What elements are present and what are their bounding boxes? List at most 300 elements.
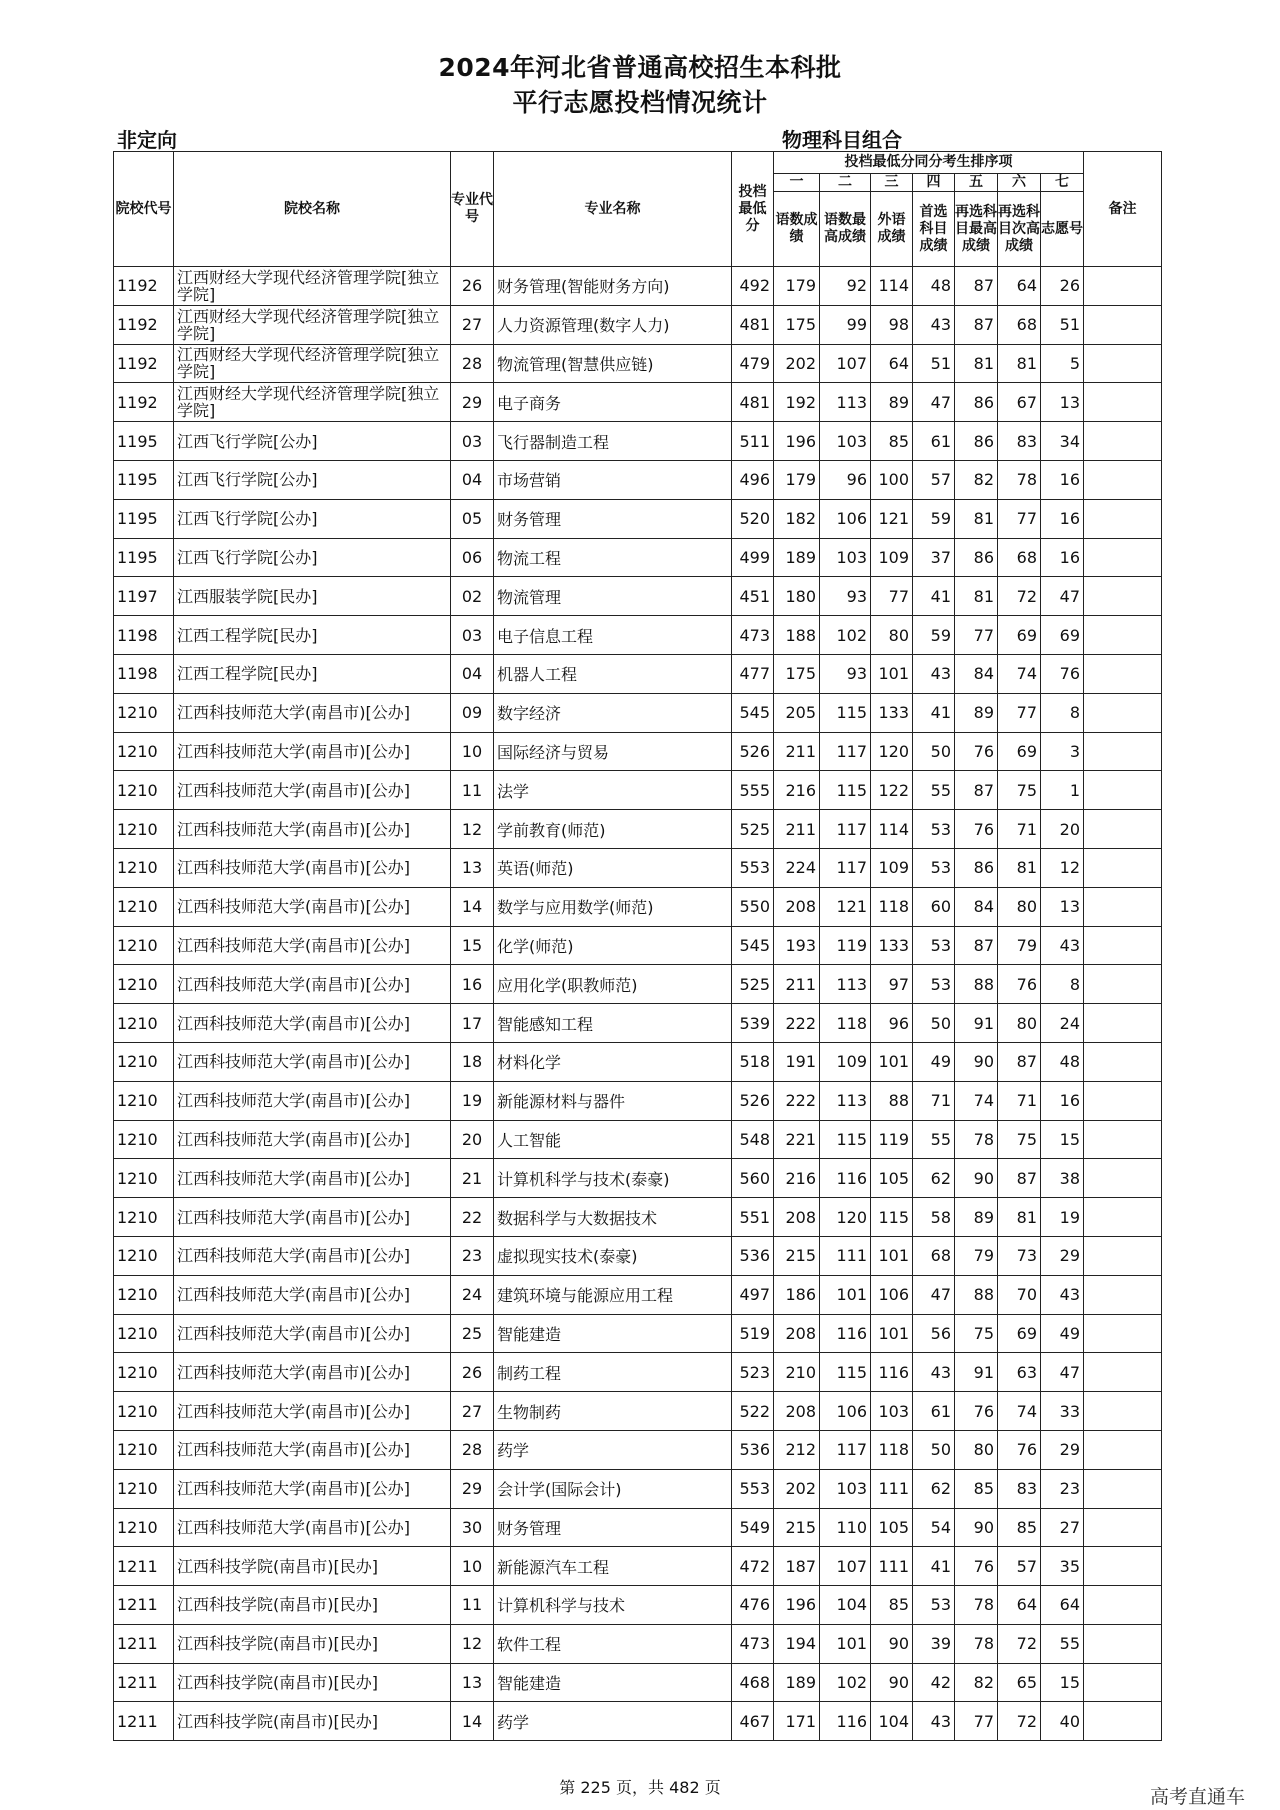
- chinese-math-score: 210: [774, 1353, 820, 1392]
- chinese-math-max-score: 96: [820, 460, 871, 499]
- elective-second-score: 81: [998, 344, 1041, 383]
- school-name: 江西科技师范大学(南昌市)[公办]: [174, 1198, 451, 1237]
- min-score: 526: [732, 732, 774, 771]
- school-code: 1210: [114, 848, 174, 887]
- choice-number: 51: [1041, 305, 1084, 344]
- school-name: 江西科技学院(南昌市)[民办]: [174, 1547, 451, 1586]
- remarks-cell: [1084, 1081, 1162, 1120]
- choice-number: 23: [1041, 1469, 1084, 1508]
- foreign-lang-score: 105: [871, 1508, 913, 1547]
- elective-max-score: 82: [955, 1663, 998, 1702]
- elective-max-score: 81: [955, 344, 998, 383]
- school-name: 江西科技师范大学(南昌市)[公办]: [174, 732, 451, 771]
- school-code: 1210: [114, 1508, 174, 1547]
- min-score: 497: [732, 1275, 774, 1314]
- chinese-math-score: 202: [774, 344, 820, 383]
- first-subject-score: 59: [913, 499, 955, 538]
- major-code: 04: [451, 460, 494, 499]
- major-code: 26: [451, 267, 494, 306]
- major-code: 28: [451, 344, 494, 383]
- elective-second-score: 78: [998, 460, 1041, 499]
- foreign-lang-score: 100: [871, 460, 913, 499]
- chinese-math-max-score: 93: [820, 577, 871, 616]
- chinese-math-max-score: 120: [820, 1198, 871, 1237]
- chinese-math-max-score: 99: [820, 305, 871, 344]
- choice-number: 40: [1041, 1702, 1084, 1741]
- major-code: 28: [451, 1430, 494, 1469]
- min-score: 553: [732, 848, 774, 887]
- school-code: 1210: [114, 693, 174, 732]
- first-subject-score: 49: [913, 1042, 955, 1081]
- major-code: 02: [451, 577, 494, 616]
- foreign-lang-score: 101: [871, 1236, 913, 1275]
- chinese-math-max-score: 101: [820, 1624, 871, 1663]
- first-subject-score: 43: [913, 1702, 955, 1741]
- major-code: 03: [451, 616, 494, 655]
- elective-second-score: 72: [998, 1624, 1041, 1663]
- major-name: 生物制药: [494, 1392, 732, 1431]
- foreign-lang-score: 64: [871, 344, 913, 383]
- first-subject-score: 55: [913, 771, 955, 810]
- major-name: 软件工程: [494, 1624, 732, 1663]
- school-code: 1211: [114, 1547, 174, 1586]
- table-row: [114, 965, 1162, 1004]
- foreign-lang-score: 120: [871, 732, 913, 771]
- school-code: 1210: [114, 1120, 174, 1159]
- elective-max-score: 87: [955, 267, 998, 306]
- chinese-math-max-score: 102: [820, 616, 871, 655]
- foreign-lang-score: 98: [871, 305, 913, 344]
- major-name: 数据科学与大数据技术: [494, 1198, 732, 1237]
- major-name: 电子商务: [494, 383, 732, 422]
- chinese-math-max-score: 109: [820, 1042, 871, 1081]
- school-name: 江西飞行学院[公办]: [174, 499, 451, 538]
- elective-max-score: 85: [955, 1469, 998, 1508]
- elective-second-score: 72: [998, 1702, 1041, 1741]
- chinese-math-score: 208: [774, 887, 820, 926]
- elective-max-score: 74: [955, 1081, 998, 1120]
- table-row: [114, 267, 1162, 306]
- elective-second-score: 74: [998, 654, 1041, 693]
- chinese-math-score: 216: [774, 771, 820, 810]
- remarks-cell: [1084, 460, 1162, 499]
- choice-number: 29: [1041, 1236, 1084, 1275]
- remarks-cell: [1084, 1508, 1162, 1547]
- school-name: 江西科技师范大学(南昌市)[公办]: [174, 965, 451, 1004]
- chinese-math-score: 180: [774, 577, 820, 616]
- elective-second-score: 80: [998, 1004, 1041, 1043]
- school-name: 江西科技学院(南昌市)[民办]: [174, 1702, 451, 1741]
- table-row: [114, 1663, 1162, 1702]
- elective-max-score: 81: [955, 577, 998, 616]
- chinese-math-max-score: 115: [820, 1120, 871, 1159]
- header-order-2: 二: [820, 174, 871, 192]
- elective-second-score: 77: [998, 693, 1041, 732]
- header-chinese-math: 语数成绩: [774, 192, 820, 267]
- first-subject-score: 71: [913, 1081, 955, 1120]
- min-score: 545: [732, 693, 774, 732]
- first-subject-score: 53: [913, 810, 955, 849]
- category-label: 非定向: [117, 128, 177, 152]
- choice-number: 35: [1041, 1547, 1084, 1586]
- chinese-math-max-score: 116: [820, 1159, 871, 1198]
- table-row: [114, 1120, 1162, 1159]
- foreign-lang-score: 88: [871, 1081, 913, 1120]
- chinese-math-max-score: 115: [820, 693, 871, 732]
- header-choice-number: 志愿号: [1041, 192, 1084, 267]
- table-row: [114, 1586, 1162, 1625]
- subject-group-label: 物理科目组合: [782, 128, 902, 152]
- table-row: [114, 577, 1162, 616]
- school-name: 江西科技师范大学(南昌市)[公办]: [174, 771, 451, 810]
- choice-number: 8: [1041, 693, 1084, 732]
- chinese-math-max-score: 117: [820, 810, 871, 849]
- major-name: 物流工程: [494, 538, 732, 577]
- table-row: [114, 1314, 1162, 1353]
- min-score: 539: [732, 1004, 774, 1043]
- foreign-lang-score: 105: [871, 1159, 913, 1198]
- elective-second-score: 65: [998, 1663, 1041, 1702]
- remarks-cell: [1084, 1353, 1162, 1392]
- elective-max-score: 78: [955, 1586, 998, 1625]
- elective-second-score: 83: [998, 422, 1041, 461]
- major-name: 财务管理: [494, 499, 732, 538]
- school-code: 1210: [114, 1236, 174, 1275]
- elective-second-score: 74: [998, 1392, 1041, 1431]
- choice-number: 16: [1041, 1081, 1084, 1120]
- foreign-lang-score: 106: [871, 1275, 913, 1314]
- foreign-lang-score: 118: [871, 1430, 913, 1469]
- foreign-lang-score: 90: [871, 1663, 913, 1702]
- first-subject-score: 43: [913, 654, 955, 693]
- chinese-math-max-score: 117: [820, 732, 871, 771]
- remarks-cell: [1084, 1624, 1162, 1663]
- elective-second-score: 67: [998, 383, 1041, 422]
- elective-second-score: 71: [998, 810, 1041, 849]
- major-name: 法学: [494, 771, 732, 810]
- remarks-cell: [1084, 1314, 1162, 1353]
- major-code: 06: [451, 538, 494, 577]
- header-elective-max: 再选科目最高成绩: [955, 192, 998, 267]
- table-row: [114, 1004, 1162, 1043]
- school-code: 1198: [114, 654, 174, 693]
- first-subject-score: 61: [913, 1392, 955, 1431]
- school-code: 1210: [114, 1159, 174, 1198]
- remarks-cell: [1084, 693, 1162, 732]
- choice-number: 1: [1041, 771, 1084, 810]
- school-name: 江西财经大学现代经济管理学院[独立学院]: [174, 305, 451, 344]
- elective-second-score: 72: [998, 577, 1041, 616]
- table-row: [114, 732, 1162, 771]
- chinese-math-max-score: 113: [820, 1081, 871, 1120]
- major-code: 20: [451, 1120, 494, 1159]
- school-code: 1192: [114, 305, 174, 344]
- foreign-lang-score: 121: [871, 499, 913, 538]
- foreign-lang-score: 133: [871, 693, 913, 732]
- elective-max-score: 91: [955, 1353, 998, 1392]
- chinese-math-max-score: 93: [820, 654, 871, 693]
- school-name: 江西科技师范大学(南昌市)[公办]: [174, 1469, 451, 1508]
- chinese-math-max-score: 107: [820, 344, 871, 383]
- chinese-math-max-score: 92: [820, 267, 871, 306]
- header-school-name: 院校名称: [174, 152, 451, 267]
- first-subject-score: 53: [913, 1586, 955, 1625]
- major-code: 24: [451, 1275, 494, 1314]
- table-body: [114, 267, 1162, 1741]
- choice-number: 24: [1041, 1004, 1084, 1043]
- min-score: 473: [732, 1624, 774, 1663]
- choice-number: 15: [1041, 1120, 1084, 1159]
- remarks-cell: [1084, 1702, 1162, 1741]
- chinese-math-max-score: 113: [820, 383, 871, 422]
- elective-second-score: 75: [998, 1120, 1041, 1159]
- elective-max-score: 90: [955, 1159, 998, 1198]
- choice-number: 16: [1041, 499, 1084, 538]
- school-name: 江西科技师范大学(南昌市)[公办]: [174, 1430, 451, 1469]
- school-code: 1210: [114, 887, 174, 926]
- table-row: [114, 344, 1162, 383]
- remarks-cell: [1084, 538, 1162, 577]
- chinese-math-max-score: 118: [820, 1004, 871, 1043]
- elective-second-score: 81: [998, 1198, 1041, 1237]
- major-name: 财务管理: [494, 1508, 732, 1547]
- major-code: 30: [451, 1508, 494, 1547]
- school-name: 江西飞行学院[公办]: [174, 538, 451, 577]
- major-name: 智能建造: [494, 1663, 732, 1702]
- school-code: 1211: [114, 1663, 174, 1702]
- header-major-name: 专业名称: [494, 152, 732, 267]
- elective-max-score: 81: [955, 499, 998, 538]
- first-subject-score: 37: [913, 538, 955, 577]
- choice-number: 16: [1041, 538, 1084, 577]
- major-name: 学前教育(师范): [494, 810, 732, 849]
- first-subject-score: 43: [913, 1353, 955, 1392]
- table-row: [114, 383, 1162, 422]
- page-number: 第 225 页，共 482 页: [559, 1778, 721, 1797]
- elective-second-score: 57: [998, 1547, 1041, 1586]
- choice-number: 47: [1041, 577, 1084, 616]
- header-min-score: 投档最低分: [732, 152, 774, 267]
- min-score: 549: [732, 1508, 774, 1547]
- school-code: 1195: [114, 499, 174, 538]
- elective-max-score: 90: [955, 1042, 998, 1081]
- major-code: 14: [451, 887, 494, 926]
- major-code: 12: [451, 1624, 494, 1663]
- min-score: 476: [732, 1586, 774, 1625]
- min-score: 472: [732, 1547, 774, 1586]
- foreign-lang-score: 122: [871, 771, 913, 810]
- major-code: 15: [451, 926, 494, 965]
- header-remarks: 备注: [1084, 152, 1162, 267]
- min-score: 511: [732, 422, 774, 461]
- chinese-math-score: 208: [774, 1392, 820, 1431]
- chinese-math-score: 186: [774, 1275, 820, 1314]
- min-score: 560: [732, 1159, 774, 1198]
- elective-max-score: 88: [955, 1275, 998, 1314]
- school-code: 1210: [114, 1198, 174, 1237]
- first-subject-score: 43: [913, 305, 955, 344]
- school-name: 江西飞行学院[公办]: [174, 422, 451, 461]
- first-subject-score: 59: [913, 616, 955, 655]
- first-subject-score: 54: [913, 1508, 955, 1547]
- elective-max-score: 86: [955, 422, 998, 461]
- major-code: 29: [451, 1469, 494, 1508]
- remarks-cell: [1084, 1469, 1162, 1508]
- chinese-math-max-score: 102: [820, 1663, 871, 1702]
- major-code: 16: [451, 965, 494, 1004]
- first-subject-score: 55: [913, 1120, 955, 1159]
- elective-second-score: 63: [998, 1353, 1041, 1392]
- remarks-cell: [1084, 577, 1162, 616]
- chinese-math-max-score: 106: [820, 499, 871, 538]
- school-name: 江西飞行学院[公办]: [174, 460, 451, 499]
- min-score: 467: [732, 1702, 774, 1741]
- header-order-5: 五: [955, 174, 998, 192]
- school-code: 1210: [114, 965, 174, 1004]
- elective-max-score: 79: [955, 1236, 998, 1275]
- school-name: 江西科技师范大学(南昌市)[公办]: [174, 1275, 451, 1314]
- table-row: [114, 1198, 1162, 1237]
- remarks-cell: [1084, 1004, 1162, 1043]
- foreign-lang-score: 115: [871, 1198, 913, 1237]
- school-code: 1210: [114, 1353, 174, 1392]
- elective-max-score: 76: [955, 1392, 998, 1431]
- first-subject-score: 39: [913, 1624, 955, 1663]
- first-subject-score: 41: [913, 693, 955, 732]
- table-row: [114, 1081, 1162, 1120]
- major-name: 材料化学: [494, 1042, 732, 1081]
- major-code: 29: [451, 383, 494, 422]
- major-code: 25: [451, 1314, 494, 1353]
- remarks-cell: [1084, 1236, 1162, 1275]
- chinese-math-score: 216: [774, 1159, 820, 1198]
- first-subject-score: 56: [913, 1314, 955, 1353]
- choice-number: 13: [1041, 887, 1084, 926]
- major-name: 药学: [494, 1702, 732, 1741]
- school-code: 1211: [114, 1702, 174, 1741]
- major-code: 17: [451, 1004, 494, 1043]
- school-code: 1211: [114, 1624, 174, 1663]
- chinese-math-max-score: 113: [820, 965, 871, 1004]
- major-code: 23: [451, 1236, 494, 1275]
- chinese-math-score: 193: [774, 926, 820, 965]
- first-subject-score: 50: [913, 732, 955, 771]
- choice-number: 19: [1041, 1198, 1084, 1237]
- header-order-3: 三: [871, 174, 913, 192]
- chinese-math-score: 179: [774, 460, 820, 499]
- chinese-math-max-score: 117: [820, 1430, 871, 1469]
- foreign-lang-score: 133: [871, 926, 913, 965]
- major-code: 10: [451, 1547, 494, 1586]
- chinese-math-max-score: 116: [820, 1702, 871, 1741]
- remarks-cell: [1084, 1430, 1162, 1469]
- chinese-math-score: 224: [774, 848, 820, 887]
- elective-max-score: 80: [955, 1430, 998, 1469]
- remarks-cell: [1084, 1198, 1162, 1237]
- chinese-math-score: 215: [774, 1508, 820, 1547]
- chinese-math-score: 189: [774, 1663, 820, 1702]
- remarks-cell: [1084, 887, 1162, 926]
- header-major-code: 专业代号: [451, 152, 494, 267]
- school-name: 江西科技师范大学(南昌市)[公办]: [174, 810, 451, 849]
- major-name: 计算机科学与技术(泰豪): [494, 1159, 732, 1198]
- min-score: 536: [732, 1430, 774, 1469]
- min-score: 550: [732, 887, 774, 926]
- min-score: 523: [732, 1353, 774, 1392]
- foreign-lang-score: 114: [871, 810, 913, 849]
- chinese-math-score: 194: [774, 1624, 820, 1663]
- elective-second-score: 69: [998, 732, 1041, 771]
- foreign-lang-score: 111: [871, 1469, 913, 1508]
- table-row: [114, 887, 1162, 926]
- chinese-math-max-score: 121: [820, 887, 871, 926]
- table-row: [114, 1353, 1162, 1392]
- elective-second-score: 68: [998, 538, 1041, 577]
- min-score: 522: [732, 1392, 774, 1431]
- major-code: 14: [451, 1702, 494, 1741]
- chinese-math-max-score: 115: [820, 771, 871, 810]
- choice-number: 27: [1041, 1508, 1084, 1547]
- table-row: [114, 771, 1162, 810]
- table-row: [114, 1430, 1162, 1469]
- school-name: 江西财经大学现代经济管理学院[独立学院]: [174, 383, 451, 422]
- chinese-math-max-score: 103: [820, 422, 871, 461]
- header-order-4: 四: [913, 174, 955, 192]
- major-name: 数学与应用数学(师范): [494, 887, 732, 926]
- min-score: 518: [732, 1042, 774, 1081]
- table-row: [114, 810, 1162, 849]
- major-name: 智能感知工程: [494, 1004, 732, 1043]
- first-subject-score: 50: [913, 1430, 955, 1469]
- major-name: 财务管理(智能财务方向): [494, 267, 732, 306]
- elective-max-score: 77: [955, 616, 998, 655]
- chinese-math-score: 208: [774, 1198, 820, 1237]
- chinese-math-score: 175: [774, 305, 820, 344]
- remarks-cell: [1084, 267, 1162, 306]
- school-code: 1210: [114, 1430, 174, 1469]
- chinese-math-score: 196: [774, 422, 820, 461]
- choice-number: 43: [1041, 1275, 1084, 1314]
- school-name: 江西科技学院(南昌市)[民办]: [174, 1663, 451, 1702]
- school-code: 1210: [114, 1042, 174, 1081]
- major-name: 虚拟现实技术(泰豪): [494, 1236, 732, 1275]
- header-first-subject: 首选科目成绩: [913, 192, 955, 267]
- school-name: 江西科技师范大学(南昌市)[公办]: [174, 693, 451, 732]
- school-name: 江西工程学院[民办]: [174, 654, 451, 693]
- foreign-lang-score: 97: [871, 965, 913, 1004]
- first-subject-score: 61: [913, 422, 955, 461]
- major-code: 13: [451, 1663, 494, 1702]
- min-score: 525: [732, 810, 774, 849]
- school-name: 江西科技师范大学(南昌市)[公办]: [174, 1042, 451, 1081]
- major-name: 新能源材料与器件: [494, 1081, 732, 1120]
- major-code: 03: [451, 422, 494, 461]
- elective-second-score: 83: [998, 1469, 1041, 1508]
- table-row: [114, 1469, 1162, 1508]
- elective-second-score: 69: [998, 616, 1041, 655]
- first-subject-score: 53: [913, 926, 955, 965]
- elective-max-score: 86: [955, 848, 998, 887]
- elective-max-score: 75: [955, 1314, 998, 1353]
- chinese-math-max-score: 115: [820, 1353, 871, 1392]
- school-code: 1210: [114, 1275, 174, 1314]
- remarks-cell: [1084, 771, 1162, 810]
- min-score: 548: [732, 1120, 774, 1159]
- foreign-lang-score: 77: [871, 577, 913, 616]
- major-code: 09: [451, 693, 494, 732]
- chinese-math-score: 208: [774, 1314, 820, 1353]
- major-name: 市场营销: [494, 460, 732, 499]
